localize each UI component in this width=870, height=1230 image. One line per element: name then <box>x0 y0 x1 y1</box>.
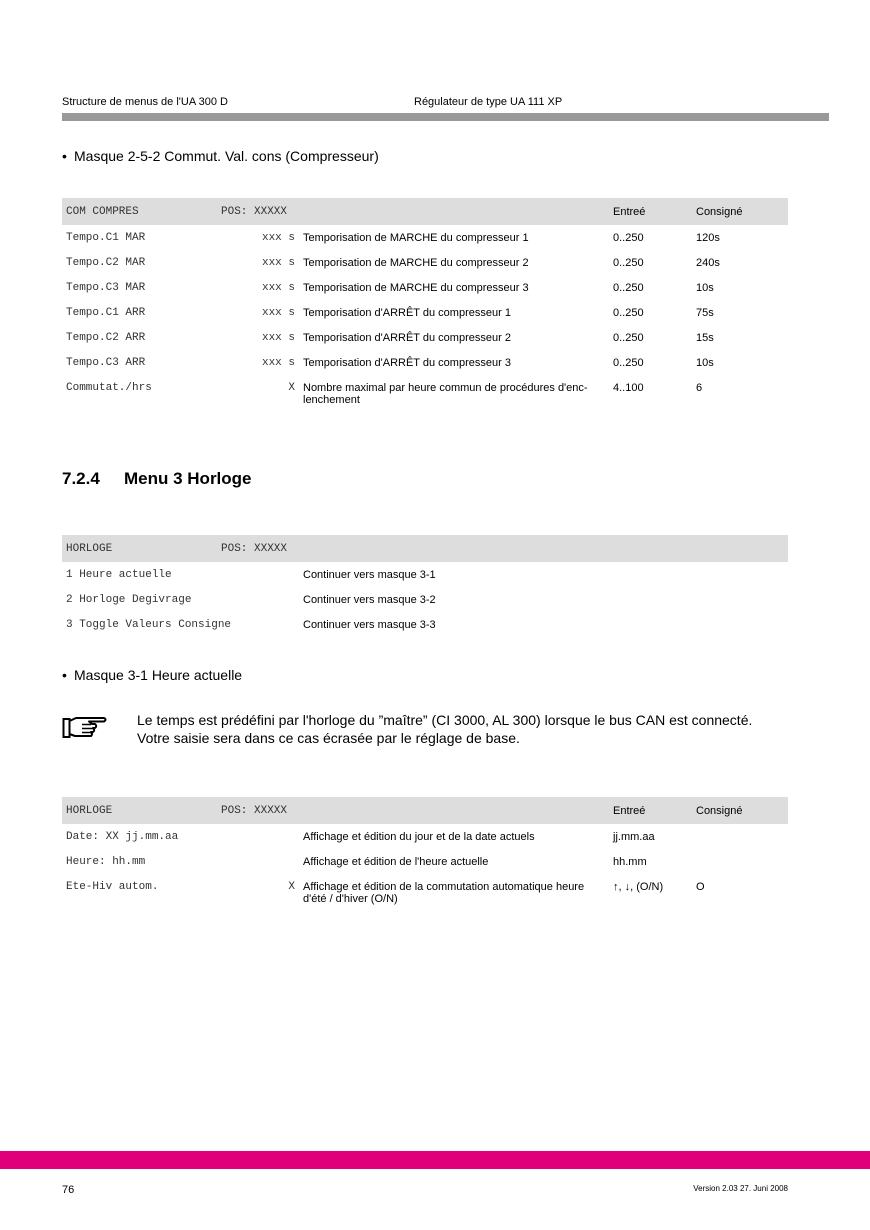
table-row <box>62 325 788 350</box>
param-desc: Affichage et édition du jour et de la date actuels <box>303 831 535 843</box>
param-entry: 4..100 <box>613 382 644 394</box>
param-name: Commutat./hrs <box>66 382 152 394</box>
pointing-hand-icon <box>62 714 108 740</box>
param-desc: Temporisation d'ARRÊT du compresseur 3 <box>303 357 511 369</box>
param-setpoint: O <box>696 881 705 893</box>
param-setpoint <box>692 824 788 849</box>
param-desc: Temporisation d'ARRÊT du compresseur 2 <box>303 332 511 344</box>
table-row <box>62 849 788 874</box>
running-header-right: Régulateur de type UA 111 XP <box>414 96 563 108</box>
section-heading <box>62 469 252 489</box>
param-desc: Nombre maximal par heure commun de procédures d'enc-lenchement <box>303 382 588 406</box>
table-head-pos: POS: XXXXX <box>217 198 299 225</box>
menu-3-table <box>62 535 788 637</box>
param-setpoint: 75s <box>696 307 714 319</box>
table-head-desc <box>299 797 609 824</box>
menu-entry: 1 Heure actuelle <box>66 569 172 581</box>
bullet-dot: • <box>62 148 67 164</box>
table-head-setpoint: Consigné <box>692 797 788 824</box>
bullet-dot: • <box>62 667 67 683</box>
table-head-name: COM COMPRES <box>62 198 217 225</box>
menu-entry-desc: Continuer vers masque 3-1 <box>303 569 436 581</box>
param-value: X <box>288 382 295 394</box>
param-desc: Temporisation de MARCHE du compresseur 3 <box>303 282 529 294</box>
footer-accent-bar <box>0 1151 870 1169</box>
table-row <box>62 350 788 375</box>
param-entry: 0..250 <box>613 307 644 319</box>
table-row <box>62 874 788 905</box>
mask-252-title: Masque 2-5-2 Commut. Val. cons (Compresseur) <box>74 148 379 164</box>
menu-entry: 3 Toggle Valeurs Consigne <box>66 619 232 631</box>
param-desc: Temporisation de MARCHE du compresseur 1 <box>303 232 529 244</box>
param-setpoint: 6 <box>696 382 703 394</box>
param-entry: ↑, ↓, (O/N) <box>613 881 664 893</box>
param-value: xxx s <box>261 332 295 344</box>
menu-entry-desc: Continuer vers masque 3-3 <box>303 619 436 631</box>
param-name: Tempo.C3 ARR <box>66 357 146 369</box>
table-row <box>62 225 788 250</box>
param-desc: Affichage et édition de l'heure actuelle <box>303 856 489 868</box>
mask-31-table <box>62 797 788 905</box>
page-number: 76 <box>62 1184 75 1196</box>
table-row <box>62 824 788 849</box>
mask-31-title: Masque 3-1 Heure actuelle <box>74 667 243 683</box>
table-head-name: HORLOGE <box>62 535 217 562</box>
mask-31-heading <box>62 667 242 683</box>
param-setpoint: 15s <box>696 332 714 344</box>
param-value <box>217 849 299 874</box>
param-desc: Temporisation d'ARRÊT du compresseur 1 <box>303 307 511 319</box>
note-line: Le temps est prédéfini par l'horloge du ”maître” (CI 3000, AL 300) lorsque le bus CAN est connecté. <box>137 712 753 728</box>
note-text <box>137 711 827 747</box>
param-entry: hh.mm <box>613 856 647 868</box>
param-name: Heure: hh.mm <box>66 856 146 868</box>
param-value <box>217 824 299 849</box>
table-head-pos: POS: XXXXX <box>217 535 299 562</box>
header-divider <box>62 113 829 121</box>
table-row <box>62 562 788 587</box>
table-head-desc <box>299 198 609 225</box>
param-name: Tempo.C3 MAR <box>66 282 146 294</box>
table-head-entry: Entreé <box>609 198 692 225</box>
menu-entry-desc: Continuer vers masque 3-2 <box>303 594 436 606</box>
mask-252-heading <box>62 148 379 164</box>
table-row <box>62 275 788 300</box>
param-name: Ete-Hiv autom. <box>66 881 159 893</box>
table-header-row <box>62 535 788 562</box>
table-row <box>62 250 788 275</box>
param-setpoint <box>692 849 788 874</box>
param-value: xxx s <box>261 257 295 269</box>
version-date: Version 2.03 27. Juni 2008 <box>693 1184 788 1193</box>
param-name: Tempo.C1 MAR <box>66 232 146 244</box>
menu-entry: 2 Horloge Degivrage <box>66 594 192 606</box>
table-head-entry: Entreé <box>609 797 692 824</box>
param-entry: jj.mm.aa <box>613 831 655 843</box>
param-value: xxx s <box>261 307 295 319</box>
table-head-desc <box>299 535 788 562</box>
param-value: xxx s <box>261 357 295 369</box>
param-entry: 0..250 <box>613 332 644 344</box>
mask-252-table <box>62 198 788 406</box>
param-name: Date: XX jj.mm.aa <box>66 831 179 843</box>
param-desc: Affichage et édition de la commutation automatique heure d'été / d'hiver (O/N) <box>303 881 585 905</box>
table-header-row <box>62 797 788 824</box>
param-name: Tempo.C2 ARR <box>66 332 146 344</box>
table-row <box>62 612 788 637</box>
param-name: Tempo.C2 MAR <box>66 257 146 269</box>
table-header-row <box>62 198 788 225</box>
param-entry: 0..250 <box>613 282 644 294</box>
section-number: 7.2.4 <box>62 469 100 488</box>
param-setpoint: 10s <box>696 357 714 369</box>
param-setpoint: 120s <box>696 232 720 244</box>
table-row <box>62 587 788 612</box>
param-value: xxx s <box>261 232 295 244</box>
running-header-left: Structure de menus de l'UA 300 D <box>62 96 228 108</box>
param-entry: 0..250 <box>613 357 644 369</box>
param-setpoint: 240s <box>696 257 720 269</box>
param-value: X <box>288 881 295 893</box>
table-head-name: HORLOGE <box>62 797 217 824</box>
param-setpoint: 10s <box>696 282 714 294</box>
param-name: Tempo.C1 ARR <box>66 307 146 319</box>
table-head-setpoint: Consigné <box>692 198 788 225</box>
section-title: Menu 3 Horloge <box>124 469 252 488</box>
param-entry: 0..250 <box>613 257 644 269</box>
table-row <box>62 300 788 325</box>
param-entry: 0..250 <box>613 232 644 244</box>
table-head-pos: POS: XXXXX <box>217 797 299 824</box>
table-row <box>62 375 788 406</box>
note-line: Votre saisie sera dans ce cas écrasée par le réglage de base. <box>137 730 520 746</box>
param-value: xxx s <box>261 282 295 294</box>
param-desc: Temporisation de MARCHE du compresseur 2 <box>303 257 529 269</box>
